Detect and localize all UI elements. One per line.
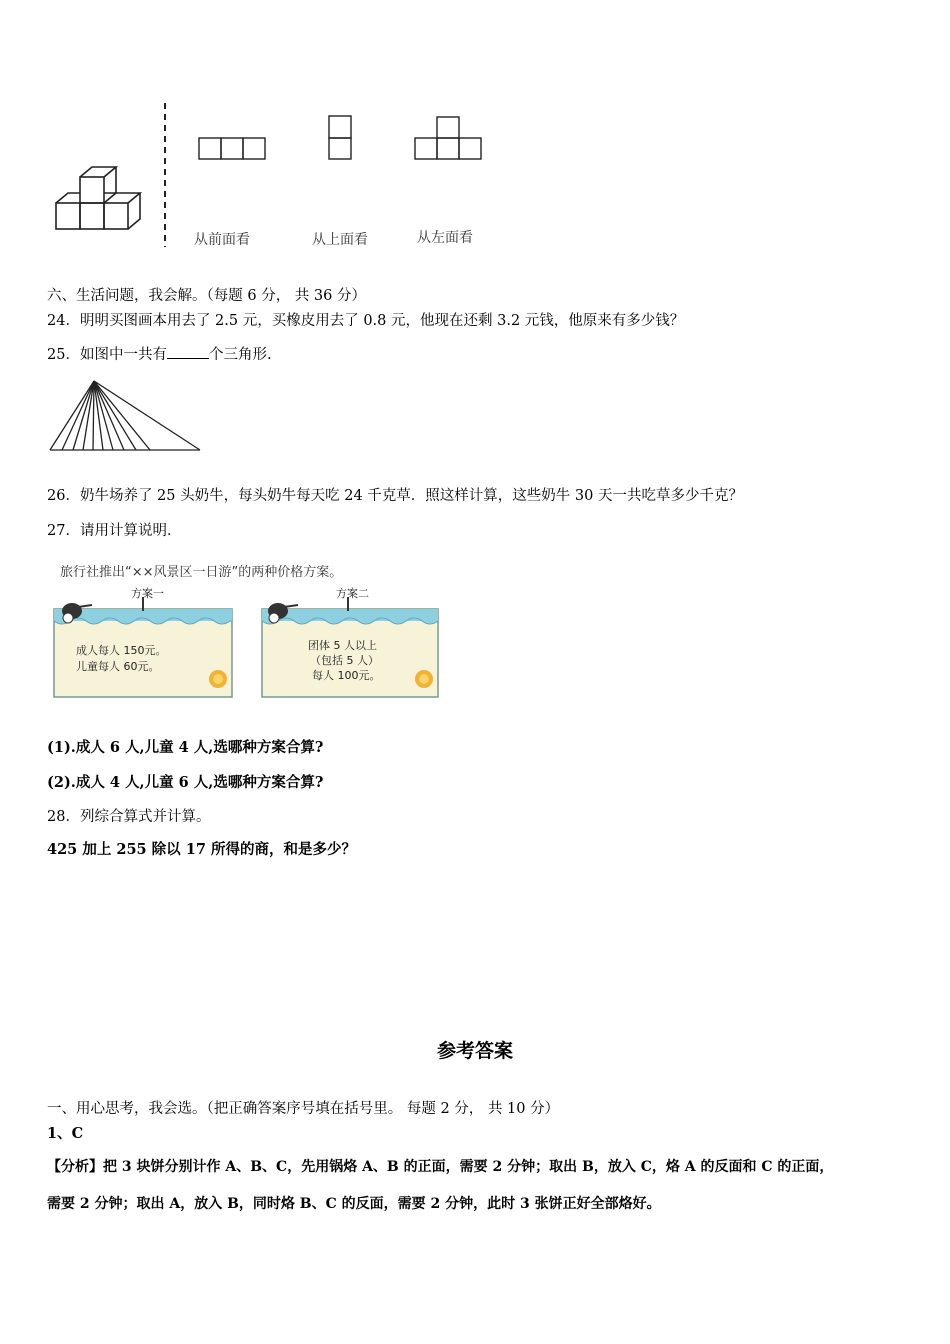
top-view xyxy=(329,116,351,159)
section6-header: 六、生活问题，我会解。（每题 6 分， 共 36 分） xyxy=(47,288,366,304)
question-27: 27．请用计算说明． xyxy=(47,523,182,539)
plan-cards xyxy=(48,585,448,705)
analysis-line-1: 【分析】把 3 块饼分别计作 A、B、C，先用锅烙 A、B 的正面，需要 2 分钟；取出 B，放入 C，烙 A 的反面和 C 的正面， xyxy=(47,1159,834,1175)
question-25 xyxy=(47,344,272,365)
plan2-title: 方案二 xyxy=(336,587,369,600)
plan2-line2: （包括 5 人） xyxy=(310,654,379,667)
cube-solid xyxy=(56,167,140,229)
front-view-label: 从前面看 xyxy=(194,232,250,248)
plan1-title: 方案一 xyxy=(131,587,164,600)
front-view xyxy=(199,138,265,159)
question-26: 26．奶牛场养了 25 头奶牛，每头奶牛每天吃 24 千克草．照这样计算，这些奶牛 30 天一共吃草多少千克？ xyxy=(47,488,743,504)
plan1-line1: 成人每人 150元。 xyxy=(76,644,167,657)
answer-blank[interactable] xyxy=(167,344,209,359)
left-view xyxy=(415,117,481,159)
question-28: 28．列综合算式并计算。 xyxy=(47,809,211,825)
answers-section1-header: 一、用心思考，我会选。（把正确答案序号填在括号里。 每题 2 分， 共 10 分） xyxy=(47,1101,560,1117)
plan2-line1: 团体 5 人以上 xyxy=(308,639,377,652)
question-27-part2: (2).成人 4 人,儿童 6 人,选哪种方案合算? xyxy=(47,774,324,791)
plan1-line2: 儿童每人 60元。 xyxy=(76,660,160,673)
question-27-part1: (1).成人 6 人,儿童 4 人,选哪种方案合算? xyxy=(47,739,324,756)
question-24: 24．明明买图画本用去了 2.5 元，买橡皮用去了 0.8 元，他现在还剩 3.2 元钱，他原来有多少钱？ xyxy=(47,313,685,329)
analysis-line-2: 需要 2 分钟；取出 A，放入 B，同时烙 B、C 的反面，需要 2 分钟，此时 3 张饼正好全部烙好。 xyxy=(47,1196,661,1212)
answer-1: 1、C xyxy=(47,1125,84,1142)
question-28-detail: 425 加上 255 除以 17 所得的商，和是多少？ xyxy=(47,841,356,858)
travel-plan-intro: 旅行社推出“××风景区一日游”的两种价格方案。 xyxy=(60,565,343,580)
left-view-label: 从左面看 xyxy=(417,230,473,246)
plan2-line3: 每人 100元。 xyxy=(312,669,381,682)
top-view-label: 从上面看 xyxy=(312,232,368,248)
answers-title: 参考答案 xyxy=(436,1040,513,1062)
triangle-fan-figure xyxy=(46,378,206,453)
question-25-suffix: 个三角形. xyxy=(208,347,272,363)
question-25-prefix: 25．如图中一共有 xyxy=(47,347,167,363)
